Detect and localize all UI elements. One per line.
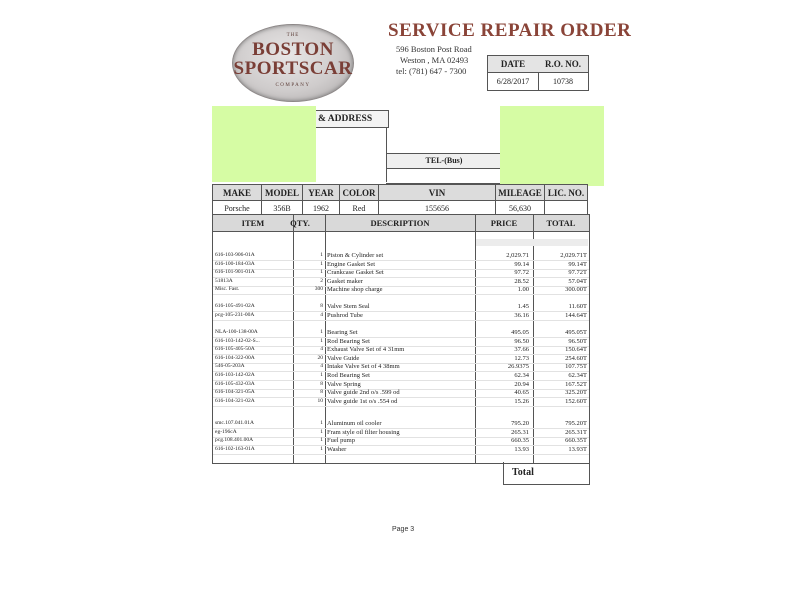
item-description: Valve guide 2nd o/s .599 od bbox=[327, 389, 400, 397]
item-number: NLA-100-138-00A bbox=[215, 329, 258, 335]
total-box bbox=[503, 462, 590, 485]
item-description: Fram style oil filter housing bbox=[327, 428, 400, 436]
vehicle-vin: 155656 bbox=[379, 201, 496, 216]
item-total: 97.72T bbox=[568, 269, 587, 277]
vehicle-header-vin: VIN bbox=[379, 185, 496, 201]
item-total: 152.60T bbox=[565, 397, 587, 405]
item-qty: 1 bbox=[320, 329, 323, 335]
item-price: 40.65 bbox=[514, 389, 529, 397]
item-qty: 300 bbox=[314, 286, 323, 293]
vehicle-mileage: 56,630 bbox=[496, 201, 545, 216]
item-total: 254.60T bbox=[565, 354, 587, 362]
item-total: 11.60T bbox=[568, 303, 587, 310]
item-number: 616-101-901-01A bbox=[215, 269, 255, 276]
logo-the: THE bbox=[286, 33, 300, 38]
table-row bbox=[213, 311, 589, 321]
item-description: Engine Gasket Set bbox=[327, 260, 376, 268]
page-number: Page 3 bbox=[392, 526, 415, 533]
header-qty: QTY. bbox=[290, 218, 310, 228]
order-info-box bbox=[487, 55, 589, 91]
item-total: 13.93T bbox=[568, 445, 587, 453]
blank-row-shade bbox=[476, 239, 588, 246]
item-number: 51813A bbox=[215, 277, 233, 284]
item-number: 616-105-432-03A bbox=[215, 380, 255, 387]
item-number: 546-05-203A bbox=[215, 363, 245, 370]
address-city: Weston , MA 02493 bbox=[400, 55, 469, 65]
item-total: 2,029.71T bbox=[560, 252, 587, 259]
item-price: 37.66 bbox=[514, 346, 529, 354]
item-description: Valve guide 1st o/s .554 od bbox=[327, 397, 398, 405]
vehicle-header-mileage: MILEAGE bbox=[496, 185, 545, 201]
item-qty: 1 bbox=[320, 420, 323, 426]
vehicle-header-make: MAKE bbox=[213, 185, 262, 201]
item-qty: 1 bbox=[320, 372, 323, 378]
item-total: 57.04T bbox=[568, 277, 587, 285]
item-description: Gasket maker bbox=[327, 277, 363, 285]
company-logo bbox=[232, 24, 354, 102]
table-row bbox=[213, 397, 589, 407]
item-price: 495.05 bbox=[511, 329, 529, 336]
item-total: 150.64T bbox=[565, 346, 587, 354]
vehicle-model: 356B bbox=[262, 201, 303, 216]
item-price: 265.31 bbox=[511, 428, 529, 436]
item-total: 62.34T bbox=[568, 372, 587, 379]
item-number: 616-104-321-05A bbox=[215, 389, 255, 396]
item-price: 1.45 bbox=[517, 303, 529, 310]
item-number: Misc. Fast. bbox=[215, 286, 240, 293]
item-price: 795.20 bbox=[511, 420, 529, 427]
item-total: 96.50T bbox=[568, 337, 587, 345]
vehicle-color: Red bbox=[340, 201, 379, 216]
item-description: Machine shop charge bbox=[327, 286, 383, 294]
item-description: Valve Spring bbox=[327, 380, 361, 388]
vehicle-year: 1962 bbox=[303, 201, 340, 216]
item-number: 616-103-142-02-S... bbox=[215, 337, 260, 344]
redaction-sticker-right bbox=[500, 106, 604, 186]
item-qty: 1 bbox=[320, 260, 323, 267]
item-number: 616-104-322-00A bbox=[215, 354, 255, 361]
order-number: 10738 bbox=[553, 77, 573, 86]
item-price: 28.52 bbox=[514, 277, 529, 285]
item-price: 2,029.71 bbox=[506, 252, 529, 259]
item-qty: 8 bbox=[320, 303, 323, 309]
item-qty: 20 bbox=[317, 354, 323, 361]
header-total: TOTAL bbox=[546, 218, 576, 228]
vehicle-header-lic: LIC. NO. bbox=[545, 185, 588, 201]
item-price: 13.93 bbox=[514, 445, 529, 453]
logo-boston: BOSTON bbox=[252, 39, 334, 60]
item-number: 616-100-184-03A bbox=[215, 260, 255, 267]
item-qty: 4 bbox=[320, 363, 323, 370]
item-description: Aluminum oil cooler bbox=[327, 420, 382, 427]
item-total: 99.14T bbox=[568, 260, 587, 268]
item-qty: 4 bbox=[320, 346, 323, 353]
item-price: 26.9375 bbox=[507, 363, 529, 371]
item-number: 616-102-163-01A bbox=[215, 445, 255, 452]
item-qty: 1 bbox=[320, 428, 323, 435]
item-price: 660.35 bbox=[511, 437, 529, 445]
item-qty: 8 bbox=[320, 389, 323, 396]
order-date: 6/28/2017 bbox=[488, 73, 539, 90]
header-item: ITEM bbox=[241, 218, 265, 228]
item-total: 144.64T bbox=[565, 311, 587, 319]
item-qty: 1 bbox=[320, 269, 323, 276]
item-price: 1.00 bbox=[517, 286, 529, 294]
address-label: & ADDRESS bbox=[316, 110, 389, 128]
item-description: Intake Valve Set of 4 38mm bbox=[327, 363, 400, 371]
item-number: 616-103-142-02A bbox=[215, 372, 255, 378]
item-description: Washer bbox=[327, 445, 347, 453]
item-qty: 1 bbox=[320, 337, 323, 344]
item-price: 15.26 bbox=[514, 397, 529, 405]
item-description: Rod Bearing Set bbox=[327, 372, 370, 379]
header-price: PRICE bbox=[490, 218, 518, 228]
item-total: 265.31T bbox=[565, 428, 587, 436]
tel-bus-label: TEL-(Bus) bbox=[386, 153, 502, 169]
item-number: smc.107.041.01A bbox=[215, 420, 254, 426]
item-qty: 1 bbox=[320, 437, 323, 444]
item-total: 660.35T bbox=[565, 437, 587, 445]
item-price: 20.94 bbox=[514, 380, 529, 388]
item-description: Exhaust Valve Set of 4 31mm bbox=[327, 346, 405, 354]
document-title: SERVICE REPAIR ORDER bbox=[388, 20, 632, 41]
item-qty: 2 bbox=[320, 277, 323, 284]
item-price: 99.14 bbox=[514, 260, 529, 268]
item-total: 300.00T bbox=[565, 286, 587, 294]
vehicle-table bbox=[212, 184, 588, 216]
date-label: DATE bbox=[488, 56, 539, 73]
item-description: Valve Guide bbox=[327, 354, 360, 362]
item-description: Bearing Set bbox=[327, 329, 358, 336]
item-description: Crankcase Gasket Set bbox=[327, 269, 384, 277]
item-total: 167.52T bbox=[565, 380, 587, 388]
item-total: 325.20T bbox=[565, 389, 587, 397]
vehicle-make: Porsche bbox=[213, 201, 262, 216]
item-number: 616-105-491-02A bbox=[215, 303, 255, 309]
item-qty: 8 bbox=[320, 380, 323, 387]
address-tel: tel: (781) 647 - 7300 bbox=[396, 66, 467, 76]
item-number: 616-105-405-50A bbox=[215, 346, 255, 353]
item-qty: 4 bbox=[320, 311, 323, 318]
item-number: 616-104-321-02A bbox=[215, 397, 255, 404]
item-description: Valve Stem Seal bbox=[327, 303, 370, 310]
item-qty: 1 bbox=[320, 252, 323, 258]
ro-label: R.O. NO. bbox=[538, 56, 588, 73]
table-row bbox=[213, 445, 589, 455]
item-number: eg-196cA bbox=[215, 428, 237, 435]
header-description: DESCRIPTION bbox=[370, 218, 430, 228]
item-qty: 1 bbox=[320, 445, 323, 452]
item-total: 495.05T bbox=[565, 329, 587, 336]
item-price: 97.72 bbox=[514, 269, 529, 277]
company-address bbox=[396, 44, 472, 77]
item-description: Fuel pump bbox=[327, 437, 355, 445]
items-table bbox=[212, 214, 590, 464]
item-number: pcg-105-231-00A bbox=[215, 311, 255, 318]
vehicle-header-model: MODEL bbox=[262, 185, 303, 201]
item-description: Piston & Cylinder set bbox=[327, 252, 384, 259]
item-price: 62.34 bbox=[514, 372, 529, 379]
item-price: 36.16 bbox=[514, 311, 529, 319]
item-total: 107.75T bbox=[565, 363, 587, 371]
item-number: pcg.108.401.00A bbox=[215, 437, 254, 444]
item-qty: 10 bbox=[317, 397, 323, 404]
vehicle-header-color: COLOR bbox=[340, 185, 379, 201]
logo-company: COMPANY bbox=[275, 83, 311, 88]
table-row bbox=[213, 285, 589, 295]
item-price: 96.50 bbox=[514, 337, 529, 345]
item-number: 616-103-906-01A bbox=[215, 252, 255, 258]
redaction-sticker-left bbox=[212, 106, 316, 182]
item-description: Pushrod Tube bbox=[327, 311, 363, 319]
logo-sportscar: SPORTSCAR bbox=[233, 58, 353, 79]
vehicle-header-year: YEAR bbox=[303, 185, 340, 201]
item-total: 795.20T bbox=[565, 420, 587, 427]
customer-address-box bbox=[316, 127, 387, 182]
item-price: 12.73 bbox=[514, 354, 529, 362]
item-description: Rod Bearing Set bbox=[327, 337, 370, 345]
address-street: 596 Boston Post Road bbox=[396, 44, 472, 54]
total-label: Total bbox=[512, 467, 534, 478]
